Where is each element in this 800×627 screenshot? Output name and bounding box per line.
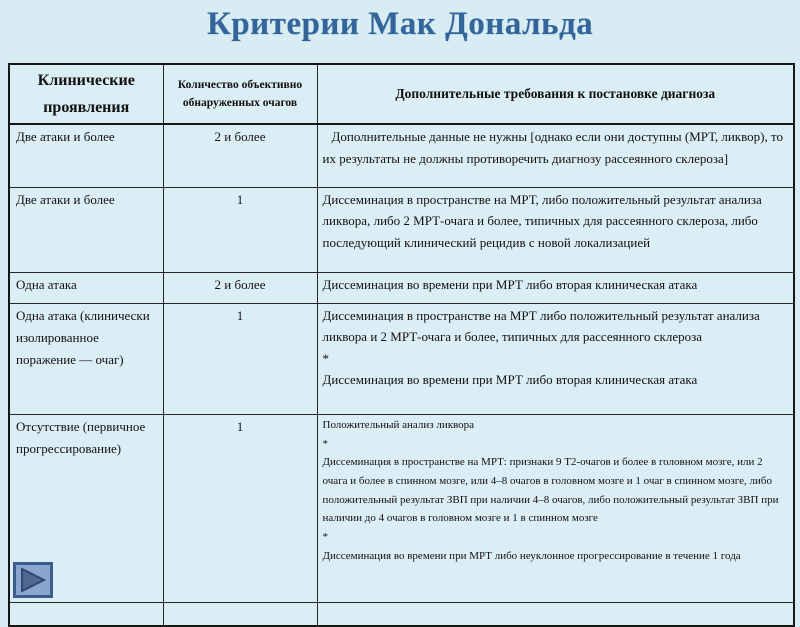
lesion-count-cell: [163, 602, 317, 626]
requirements-cell: [317, 187, 794, 272]
table-row: [9, 187, 794, 272]
requirement-paragraph: Диссеминация в пространстве на МРТ либо положительный результат анализа ликвора и 2 МРТ-очага и более, типичных для рассеянного склероза: [322, 307, 760, 345]
requirements-cell: [317, 272, 794, 303]
clinical-cell: Одна атака (клинически изолированное поражение — очаг): [9, 303, 163, 414]
table-row-partial: [9, 602, 794, 626]
page-title: Критерии Мак Дональда: [206, 6, 594, 42]
clinical-cell: Две атаки и более: [9, 124, 163, 187]
requirement-paragraph: Диссеминация во времени при МРТ либо вторая клиническая атака: [322, 372, 698, 388]
lesion-count-cell: 2 и более: [163, 124, 317, 187]
column-header-clinical: Клинические проявления: [9, 64, 163, 124]
clinical-cell: Одна атака: [9, 272, 163, 303]
requirements-cell: [317, 414, 794, 602]
requirement-paragraph: Диссеминация во времени при МРТ либо неуклонное прогрессирование в течение 1 года: [322, 549, 741, 562]
requirement-paragraph: Диссеминация в пространстве на МРТ, либо положительный результат анализа ликвора, либо 2 МРТ-очага и более, типичных для рассеянного склероза, либо последующий клинический рецидив с новой локализацией: [322, 191, 762, 250]
requirements-cell: [317, 602, 794, 626]
lesion-count-cell: 1: [163, 187, 317, 272]
clinical-cell: Отсутствие (первичное прогрессирование): [9, 414, 163, 602]
requirement-paragraph: *: [322, 350, 329, 366]
mcdonald-criteria-table: [8, 63, 795, 627]
table-row: [9, 272, 794, 303]
requirement-paragraph: *: [322, 437, 328, 450]
table-header-row: [9, 64, 794, 124]
requirement-paragraph: Положительный анализ ликвора: [322, 418, 475, 431]
table-row: [9, 124, 794, 187]
requirements-cell: [317, 124, 794, 187]
table-row: [9, 414, 794, 602]
requirement-paragraph: Дополнительные данные не нужны [однако если они доступны (МРТ, ликвор), то их результаты не должны противоречить диагнозу рассеянного склероза]: [322, 129, 783, 166]
next-slide-button[interactable]: [13, 562, 53, 598]
lesion-count-cell: 1: [163, 414, 317, 602]
requirement-paragraph: Диссеминация в пространстве на МРТ: признаки 9 Т2-очагов и более в головном мозге, или 2 очага и более в спинном мозге, или 4–8 очагов в головном мозге и 1 очаг в спинном мозге, либо положительный результат ЗВП при наличии 4–8 очагов, либо положительный результат ЗВП при наличии до 4 очагов в головном мозге и 1 в спинном мозге: [322, 456, 779, 525]
column-header-lesion-count: Количество объективно обнаруженных очагов: [163, 64, 317, 124]
play-triangle-icon: [19, 567, 47, 593]
lesion-count-cell: 1: [163, 303, 317, 414]
requirement-paragraph: *: [322, 531, 328, 544]
clinical-cell: Две атаки и более: [9, 187, 163, 272]
table-row: [9, 303, 794, 414]
clinical-cell: [9, 602, 163, 626]
lesion-count-cell: 2 и более: [163, 272, 317, 303]
requirements-cell: [317, 303, 794, 414]
column-header-requirements: Дополнительные требования к постановке диагноза: [317, 64, 794, 124]
requirement-paragraph: Диссеминация во времени при МРТ либо вторая клиническая атака: [322, 276, 698, 292]
